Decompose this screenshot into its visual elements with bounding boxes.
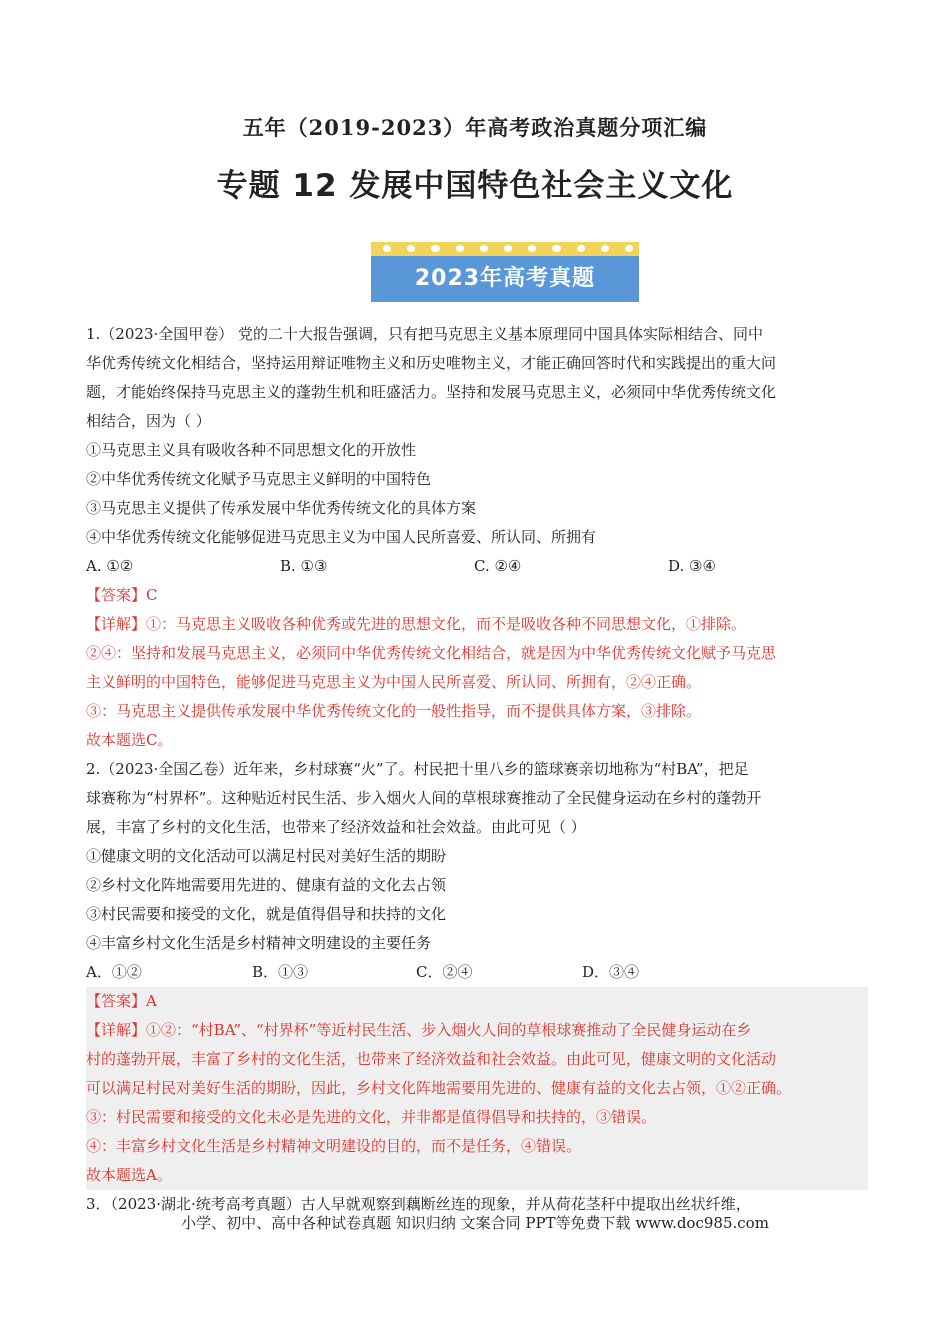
q1-stem-line: 1.（2023·全国甲卷） 党的二十大报告强调，只有把马克思主义基本原理同中国具体实际相结合、同中	[86, 325, 764, 343]
q2-explanation-line: 故本题选A。	[86, 1166, 172, 1184]
q2-explanation-line: ③：村民需要和接受的文化未必是先进的文化，并非都是值得倡导和扶持的，③错误。	[86, 1108, 657, 1126]
q3-stem-line: 3．（2023·湖北·统考高考真题）古人早就观察到藕断丝连的现象，并从荷花茎秆中提取出丝状纤维，	[86, 1195, 751, 1213]
q2-item: ①健康文明的文化活动可以满足村民对美好生活的期盼	[86, 847, 447, 865]
q2-answer: 【答案】A	[86, 992, 157, 1010]
q1-explanation-line: 【详解】①：马克思主义吸收各种优秀或先进的思想文化，而不是吸收各种不同思想文化，①排除。	[86, 615, 747, 633]
q1-explanation-line: 故本题选C。	[86, 731, 173, 749]
banner-label: 2023年高考真题	[371, 256, 639, 302]
q2-explanation-line: 可以满足村民对美好生活的期盼，因此，乡村文化阵地需要用先进的、健康有益的文化去占领，①②正确。	[86, 1079, 792, 1097]
q1-option-b: B. ①③	[280, 557, 328, 575]
q1-stem-line: 华优秀传统文化相结合，坚持运用辩证唯物主义和历史唯物主义，才能正确回答时代和实践提出的重大问	[86, 354, 777, 372]
banner-dots	[383, 245, 633, 253]
q2-option-b: B．①③	[252, 963, 309, 981]
q2-item: ③村民需要和接受的文化，就是值得倡导和扶持的文化	[86, 905, 447, 923]
q2-option-a: A．①②	[86, 963, 142, 981]
banner-top-strip	[371, 242, 639, 256]
q1-explanation-line: 主义鲜明的中国特色，能够促进马克思主义为中国人民所喜爱、所认同、所拥有，②④正确。	[86, 673, 702, 691]
q1-option-c: C. ②④	[474, 557, 522, 575]
q2-explanation-line: 【详解】①②：“村BA”、“村界杯”等近村民生活、步入烟火人间的草根球赛推动了全民健身运动在乡	[86, 1021, 752, 1039]
question-2	[86, 755, 868, 1190]
q2-explanation-line: ④：丰富乡村文化生活是乡村精神文明建设的目的，而不是任务，④错误。	[86, 1137, 582, 1155]
q1-explanation-line: ②④：坚持和发展马克思主义，必须同中华优秀传统文化相结合，就是因为中华优秀传统文化赋予马克思	[86, 644, 777, 662]
page-footer: 小学、初中、高中各种试卷真题 知识归纳 文案合同 PPT等免费下载 www.doc985.com	[181, 1214, 769, 1232]
q2-option-d: D．③④	[582, 963, 640, 981]
document-title: 五年（2019-2023）年高考政治真题分项汇编	[242, 115, 708, 140]
q2-stem-line: 展，丰富了乡村的文化生活，也带来了经济效益和社会效益。由此可见（ ）	[86, 818, 586, 836]
section-banner	[371, 242, 639, 302]
q2-explanation-line: 村的蓬勃开展，丰富了乡村的文化生活，也带来了经济效益和社会效益。由此可见，健康文明的文化活动	[86, 1050, 777, 1068]
q2-item: ④丰富乡村文化生活是乡村精神文明建设的主要任务	[86, 934, 432, 952]
document-subtitle: 专题 12 发展中国特色社会主义文化	[216, 168, 734, 204]
question-1	[86, 320, 868, 755]
q2-stem-line: 2.（2023·全国乙卷）近年来，乡村球赛“火”了。村民把十里八乡的篮球赛亲切地称为“村BA”，把足	[86, 760, 749, 778]
q1-option-d: D. ③④	[668, 557, 716, 575]
q1-option-a: A. ①②	[86, 557, 134, 575]
q1-item: ③马克思主义提供了传承发展中华优秀传统文化的具体方案	[86, 499, 477, 517]
q2-item: ②乡村文化阵地需要用先进的、健康有益的文化去占领	[86, 876, 447, 894]
q2-answer-block	[86, 987, 868, 1190]
questions-content	[86, 320, 868, 1219]
q1-item: ④中华优秀传统文化能够促进马克思主义为中国人民所喜爱、所认同、所拥有	[86, 528, 597, 546]
q1-stem-line: 相结合，因为（ ）	[86, 412, 211, 430]
q2-options	[86, 958, 868, 987]
q1-explanation-line: ③：马克思主义提供传承发展中华优秀传统文化的一般性指导，而不提供具体方案，③排除。	[86, 702, 702, 720]
q1-stem-line: 题，才能始终保持马克思主义的蓬勃生机和旺盛活力。坚持和发展马克思主义，必须同中华优秀传统文化	[86, 383, 777, 401]
q1-answer: 【答案】C	[86, 586, 158, 604]
q1-options	[86, 552, 868, 581]
q2-option-c: C．②④	[416, 963, 473, 981]
q2-stem-line: 球赛称为“村界杯”。这种贴近村民生活、步入烟火人间的草根球赛推动了全民健身运动在乡村的蓬勃开	[86, 789, 762, 807]
q1-item: ①马克思主义具有吸收各种不同思想文化的开放性	[86, 441, 417, 459]
q1-item: ②中华优秀传统文化赋予马克思主义鲜明的中国特色	[86, 470, 432, 488]
